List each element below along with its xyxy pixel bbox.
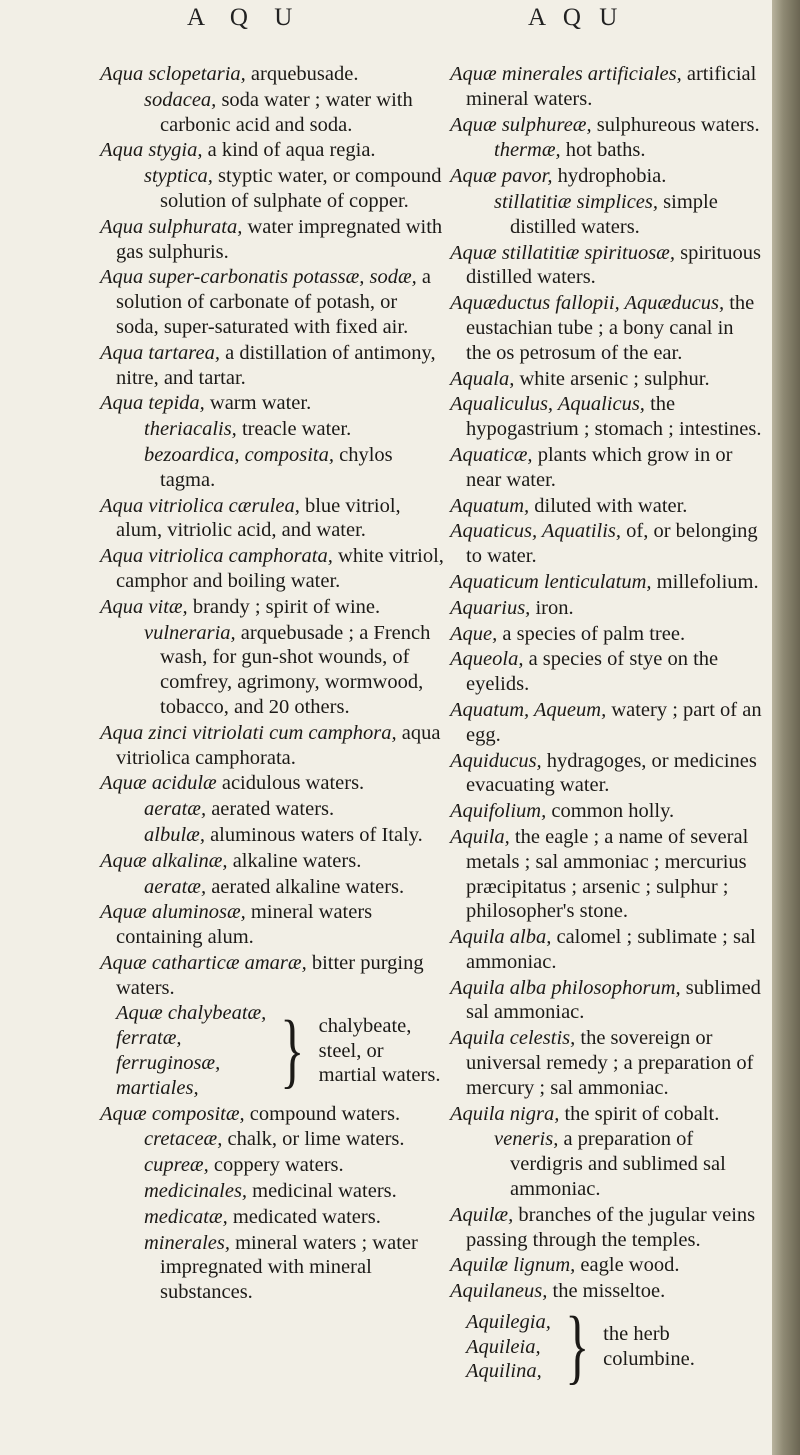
entry-definition: arquebusade.	[245, 63, 359, 85]
entry-definition: blue vitriol, alum, vitriolic acid, and water.	[116, 494, 401, 542]
entry-term: Aquala,	[450, 367, 515, 390]
entry-definition: soda water ; water with carbonic acid and soda.	[160, 88, 413, 136]
entry-definition: chylos tagma.	[160, 443, 393, 491]
dictionary-entry	[450, 596, 762, 621]
entry-definition: the spirit of cobalt.	[559, 1102, 720, 1125]
entry-term: Aquileia,	[466, 1335, 541, 1358]
dictionary-entry	[450, 698, 762, 748]
entry-term: Aquarius,	[450, 596, 531, 619]
dictionary-entry	[100, 621, 445, 720]
dictionary-entry	[450, 1102, 762, 1127]
entry-term: Aquilæ lignum,	[450, 1254, 576, 1277]
entry-term: Aqua zinci vitriolati cum camphora,	[100, 721, 397, 744]
dictionary-entry	[100, 1127, 445, 1152]
entry-definition: the herb columbine.	[603, 1323, 695, 1371]
dictionary-entry	[100, 1153, 445, 1178]
dictionary-entry	[450, 392, 762, 442]
entry-term: Aque,	[450, 622, 498, 645]
entry-definition: the misseltoe.	[547, 1280, 666, 1303]
dictionary-entry	[450, 494, 762, 519]
entry-definition: sublimed sal ammoniac.	[466, 976, 761, 1024]
entry-term: Aquilaneus,	[450, 1280, 548, 1303]
entry-definition: diluted with water.	[529, 494, 688, 517]
entry-definition: eagle wood.	[575, 1254, 680, 1277]
dictionary-entry	[100, 1179, 445, 1204]
entry-definition: aerated alkaline waters.	[206, 875, 405, 898]
dictionary-entry	[450, 622, 762, 647]
entry-term: Aqualiculus, Aqualicus,	[450, 393, 645, 416]
entry-definition: the hypogastrium ; stomach ; intestines.	[466, 393, 762, 441]
entry-term: sodacea,	[144, 88, 217, 111]
entry-term: Aquæ chalybeatæ,	[116, 1002, 267, 1025]
entry-definition: aerated waters.	[206, 798, 335, 821]
entry-definition: chalk, or lime waters.	[222, 1128, 405, 1151]
dictionary-entry	[100, 900, 445, 950]
entry-term: Aquæductus fallopii, Aquæducus,	[450, 292, 725, 315]
entry-definition: a species of stye on the eyelids.	[466, 648, 719, 696]
entry-term: Aquæ aluminosæ,	[100, 901, 246, 924]
entry-definition: white arsenic ; sulphur.	[514, 367, 710, 390]
entry-term: Aquatum,	[450, 494, 530, 517]
entry-definition: hydragoges, or medicines evacuating water.	[466, 749, 757, 797]
dictionary-entry	[450, 570, 762, 595]
dictionary-entry	[450, 1203, 762, 1253]
entry-term: Aquila,	[450, 825, 510, 848]
entry-definition: white vitriol, camphor and boiling water.	[116, 545, 444, 592]
entry-definition: alkaline waters.	[227, 849, 362, 872]
dictionary-entry	[100, 265, 445, 339]
dictionary-entry	[450, 799, 762, 824]
entry-definition: medicated waters.	[227, 1205, 381, 1228]
dictionary-entry	[100, 1205, 445, 1230]
entry-definition: chalybeate, steel, or martial waters.	[318, 1014, 441, 1087]
entry-term: bezoardica, composita,	[144, 443, 334, 466]
dictionary-entry	[100, 62, 445, 87]
entry-definition: a preparation of verdigris and sublimed sal ammoniac.	[510, 1128, 726, 1201]
dictionary-entry	[450, 62, 762, 112]
entry-definition: bitter purging waters.	[116, 951, 424, 999]
entry-term: vulneraria,	[144, 621, 236, 644]
brace-glyph: }	[280, 1004, 305, 1098]
entry-definition: coppery waters.	[208, 1154, 344, 1177]
entry-definition: warm water.	[204, 392, 312, 415]
entry-term: Aquila celestis,	[450, 1027, 576, 1050]
dictionary-entry	[450, 925, 762, 975]
entry-definition: treacle water.	[236, 418, 352, 441]
entry-term: albulæ,	[144, 823, 205, 846]
dictionary-entry	[450, 1253, 762, 1278]
entry-definition: the sovereign or universal remedy ; a preparation of mercury ; sal ammoniac.	[466, 1027, 754, 1099]
entry-term: Aqua sulphurata,	[100, 215, 243, 238]
entry-term: Aquilina,	[466, 1360, 542, 1383]
entry-term: Aquæ pavor,	[450, 165, 553, 188]
dictionary-entry	[450, 241, 762, 291]
entry-term: Aqua vitriolica camphorata,	[100, 545, 333, 568]
entry-term: Aquatum, Aqueum,	[450, 698, 607, 721]
entry-term: theriacalis,	[144, 418, 237, 441]
entry-definition: compound waters.	[244, 1102, 401, 1125]
entry-term: aeratæ,	[144, 875, 207, 898]
entry-term: Aqua vitæ,	[100, 595, 188, 618]
entry-term: Aquæ minerales artificiales,	[450, 63, 682, 85]
dictionary-entry	[100, 771, 445, 796]
entry-definition: watery ; part of an egg.	[466, 698, 762, 746]
entry-term: thermæ,	[494, 139, 561, 162]
entry-definition: millefolium.	[651, 570, 759, 593]
page-edge	[772, 0, 800, 1455]
dictionary-entry	[100, 797, 445, 822]
dictionary-entry	[100, 164, 445, 214]
entry-definition: the eagle ; a name of several metals ; sal ammoniac ; mercurius præcipitatus ; arsenic ; sulphur ; philosopher's stone.	[466, 825, 749, 923]
entry-definition: mineral waters ; water impregnated with mineral substances.	[160, 1231, 418, 1304]
right-column	[450, 62, 762, 1394]
entry-definition: hot baths.	[560, 139, 646, 162]
entry-definition: aluminous waters of Italy.	[204, 823, 423, 846]
dictionary-entry	[450, 825, 762, 924]
entry-term: Aqua tepida,	[100, 392, 205, 415]
entry-term: Aqua super-carbonatis potassæ, sodæ,	[100, 266, 417, 289]
dictionary-entry	[450, 1127, 762, 1201]
entry-term: Aqua sclopetaria,	[100, 63, 246, 85]
grouped-entry	[100, 1001, 445, 1100]
entry-term: Aquaticum lenticulatum,	[450, 570, 652, 593]
dictionary-entry	[100, 721, 445, 771]
entry-definition: arquebusade ; a French wash, for gun-shot wounds, of comfrey, agrimony, wormwood, tobacco, and 20 others.	[160, 621, 431, 718]
entry-definition: a kind of aqua regia.	[202, 139, 376, 162]
dictionary-entry	[100, 849, 445, 874]
entry-definition: a solution of carbonate of potash, or soda, super-saturated with fixed air.	[116, 266, 432, 338]
entry-definition: styptic water, or compound solution of sulphate of copper.	[160, 165, 442, 212]
running-header-right: A Q U	[528, 4, 624, 31]
dictionary-entry	[450, 164, 762, 189]
left-column	[100, 62, 445, 1306]
entry-term: minerales,	[144, 1231, 230, 1254]
entry-definition: simple distilled waters.	[510, 190, 718, 238]
entry-term: Aquaticæ,	[450, 443, 533, 466]
entry-definition: common holly.	[546, 800, 675, 823]
entry-definition: sulphureous waters.	[591, 113, 760, 136]
entry-definition: mineral waters containing alum.	[116, 901, 373, 949]
entry-term: Aquila alba,	[450, 926, 552, 949]
entry-term: veneris,	[494, 1128, 559, 1151]
dictionary-entry	[100, 341, 445, 391]
entry-term: Aqua stygia,	[100, 139, 203, 162]
entry-term: Aqueola,	[450, 648, 524, 671]
entry-definition: hydrophobia.	[552, 165, 667, 188]
dictionary-entry	[100, 417, 445, 442]
entry-term: medicinales,	[144, 1180, 248, 1203]
entry-term: Aqua tartarea,	[100, 341, 220, 364]
entry-definition: calomel ; sublimate ; sal ammoniac.	[466, 926, 756, 973]
dictionary-entry	[100, 951, 445, 1001]
dictionary-entry	[100, 443, 445, 493]
entry-term: ferruginosæ,	[116, 1052, 221, 1075]
dictionary-entry	[450, 443, 762, 493]
dictionary-entry	[450, 519, 762, 569]
dictionary-entry	[100, 875, 445, 900]
entry-term: Aquaticus, Aquatilis,	[450, 520, 622, 543]
dictionary-entry	[100, 595, 445, 620]
entry-term: Aquæ alkalinæ,	[100, 849, 228, 872]
dictionary-entry	[100, 1102, 445, 1127]
dictionary-entry	[450, 749, 762, 799]
grouped-entry	[450, 1300, 762, 1394]
entry-term: aeratæ,	[144, 798, 207, 821]
entry-definition: a distillation of antimony, nitre, and tartar.	[116, 341, 436, 389]
entry-term: medicatæ,	[144, 1205, 228, 1228]
entry-term: Aquifolium,	[450, 800, 547, 823]
dictionary-entry	[100, 391, 445, 416]
entry-term: Aquæ sulphureæ,	[450, 113, 592, 136]
dictionary-entry	[100, 1231, 445, 1305]
dictionary-entry	[100, 215, 445, 265]
entry-definition: artificial mineral waters.	[466, 63, 757, 110]
entry-term: cretaceæ,	[144, 1128, 223, 1151]
entry-term: stillatitiæ simplices,	[494, 190, 659, 213]
dictionary-entry	[450, 190, 762, 240]
running-header-left: A Q U	[187, 4, 303, 31]
entry-term: Aquiducus,	[450, 749, 542, 772]
entry-term: cupreæ,	[144, 1154, 209, 1177]
entry-definition: branches of the jugular veins passing through the temples.	[466, 1203, 756, 1251]
entry-term: ferratæ,	[116, 1027, 182, 1050]
entry-term: Aquilegia,	[466, 1310, 551, 1333]
dictionary-entry	[100, 823, 445, 848]
dictionary-entry	[100, 544, 445, 594]
dictionary-entry	[450, 291, 762, 365]
dictionary-entry	[100, 494, 445, 544]
dictionary-entry	[450, 1279, 762, 1304]
entry-term: Aquæ compositæ,	[100, 1102, 245, 1125]
dictionary-entry	[450, 647, 762, 697]
dictionary-entry	[450, 113, 762, 138]
entry-definition: the eustachian tube ; a bony canal in the os petrosum of the ear.	[466, 292, 755, 364]
dictionary-entry	[450, 976, 762, 1026]
entry-term: Aquilæ,	[450, 1203, 514, 1226]
entry-term: Aquæ stillatitiæ spirituosæ,	[450, 241, 675, 264]
dictionary-entry	[450, 367, 762, 392]
entry-definition: water impregnated with gas sulphuris.	[116, 215, 443, 263]
entry-definition: iron.	[530, 596, 574, 619]
entry-definition: a species of palm tree.	[497, 622, 686, 645]
entry-definition: spirituous distilled waters.	[466, 241, 761, 289]
entry-definition: of, or belonging to water.	[466, 520, 758, 568]
entry-term: Aquila nigra,	[450, 1102, 560, 1125]
entry-definition: medicinal waters.	[247, 1180, 397, 1203]
entry-term: Aqua vitriolica cærulea,	[100, 494, 300, 517]
brace-glyph: }	[564, 1300, 590, 1394]
entry-definition: plants which grow in or near water.	[466, 443, 733, 491]
dictionary-entry	[100, 138, 445, 163]
entry-term: Aquæ catharticæ amaræ,	[100, 951, 307, 974]
entry-term: Aquila alba philosophorum,	[450, 976, 681, 999]
entry-term: Aquæ acidulæ	[100, 772, 217, 795]
entry-definition: brandy ; spirit of wine.	[187, 595, 381, 618]
dictionary-entry	[450, 1026, 762, 1100]
dictionary-entry	[100, 88, 445, 138]
entry-term: martiales,	[116, 1076, 199, 1099]
dictionary-entry	[450, 138, 762, 163]
entry-definition: aqua vitriolica camphorata.	[116, 721, 441, 769]
entry-definition: acidulous waters.	[216, 772, 365, 795]
entry-term: styptica,	[144, 165, 213, 188]
